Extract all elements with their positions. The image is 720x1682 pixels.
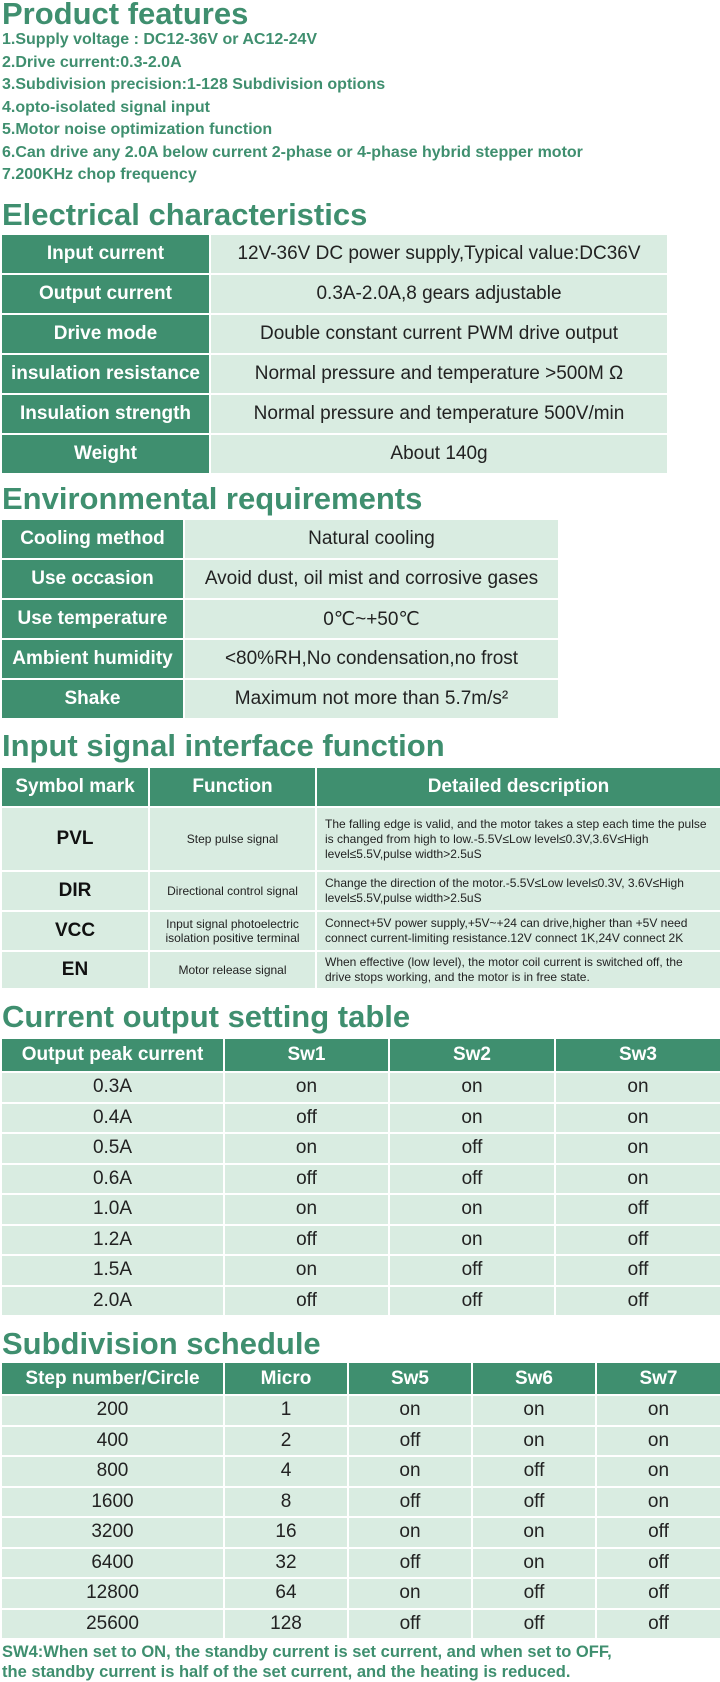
table-cell: off	[472, 1578, 596, 1609]
table-cell: off	[389, 1164, 555, 1195]
table-cell: on	[348, 1578, 472, 1609]
table-cell: 2	[224, 1426, 348, 1457]
column-header: Sw3	[555, 1038, 720, 1072]
table-cell: 0.5A	[1, 1133, 224, 1164]
feature-item: 1.Supply voltage : DC12-36V or AC12-24V	[2, 31, 318, 48]
table-row	[1, 599, 559, 639]
table-cell: on	[555, 1103, 720, 1134]
table-row	[1, 1286, 720, 1317]
table-cell: on	[348, 1456, 472, 1487]
row-value: <80%RH,No condensation,no frost	[184, 639, 559, 679]
table-cell: 2.0A	[1, 1286, 224, 1317]
table-cell: on	[472, 1548, 596, 1579]
table-cell: 3200	[1, 1517, 224, 1548]
function-cell: Input signal photoelectric isolation positive terminal	[149, 911, 316, 951]
table-row	[1, 1255, 720, 1286]
row-label: Input current	[1, 234, 210, 274]
row-value: 0.3A-2.0A,8 gears adjustable	[210, 274, 668, 314]
table-row	[1, 1609, 720, 1640]
row-value: Maximum not more than 5.7m/s²	[184, 679, 559, 719]
table-cell: off	[224, 1286, 389, 1317]
table-row	[1, 1456, 720, 1487]
table-cell: on	[224, 1194, 389, 1225]
table-cell: off	[348, 1548, 472, 1579]
table-row	[1, 234, 668, 274]
table-cell: off	[596, 1578, 720, 1609]
function-cell: Directional control signal	[149, 871, 316, 911]
table-cell: 128	[224, 1609, 348, 1640]
column-header: Sw2	[389, 1038, 555, 1072]
table-cell: on	[555, 1072, 720, 1103]
table-cell: on	[472, 1517, 596, 1548]
feature-item: 6.Can drive any 2.0A below current 2-phase or 4-phase hybrid stepper motor	[2, 143, 583, 161]
function-cell: Motor release signal	[149, 951, 316, 989]
feature-item: 7.200KHz chop frequency	[2, 166, 197, 183]
column-header: Sw7	[596, 1362, 720, 1395]
table-row	[1, 354, 668, 394]
current-setting-table	[0, 1037, 720, 1317]
table-cell: 1.0A	[1, 1194, 224, 1225]
table-cell: off	[389, 1286, 555, 1317]
table-row	[1, 679, 559, 719]
table-cell: on	[389, 1072, 555, 1103]
environmental-title: Environmental requirements	[2, 481, 423, 516]
sw4-note	[2, 1642, 612, 1682]
column-header: Output peak current	[1, 1038, 224, 1072]
column-header: Function	[149, 767, 316, 807]
table-cell: 800	[1, 1456, 224, 1487]
feature-item: 5.Motor noise optimization function	[2, 121, 273, 138]
table-cell: on	[596, 1426, 720, 1457]
row-label: insulation resistance	[1, 354, 210, 394]
row-value: Double constant current PWM drive output	[210, 314, 668, 354]
symbol-cell: EN	[1, 951, 149, 989]
electrical-table	[0, 233, 669, 475]
row-value: 12V-36V DC power supply,Typical value:DC36V	[210, 234, 668, 274]
table-cell: off	[472, 1456, 596, 1487]
table-cell: off	[472, 1609, 596, 1640]
note-line: SW4:When set to ON, the standby current is set current, and when set to OFF,	[2, 1643, 612, 1661]
table-cell: 64	[224, 1578, 348, 1609]
row-label: Weight	[1, 434, 210, 474]
table-cell: 400	[1, 1426, 224, 1457]
table-cell: off	[348, 1609, 472, 1640]
table-cell: 32	[224, 1548, 348, 1579]
table-cell: on	[348, 1517, 472, 1548]
environmental-table	[0, 518, 560, 720]
table-cell: on	[472, 1426, 596, 1457]
table-row	[1, 1225, 720, 1256]
feature-item: 3.Subdivision precision:1-128 Subdivision options	[2, 76, 386, 93]
table-header-row	[1, 1038, 720, 1072]
feature-list	[2, 29, 583, 187]
table-row	[1, 1194, 720, 1225]
table-cell: off	[348, 1426, 472, 1457]
table-row	[1, 434, 668, 474]
table-row	[1, 951, 720, 989]
table-cell: off	[472, 1487, 596, 1518]
row-label: Ambient humidity	[1, 639, 184, 679]
table-cell: on	[224, 1255, 389, 1286]
description-cell: Connect+5V power supply,+5V~+24 can drive,higher than +5V need connect current-limiting resistance.12V connect 1K,24V connect 2K	[316, 911, 720, 951]
symbol-cell: VCC	[1, 911, 149, 951]
table-cell: on	[596, 1456, 720, 1487]
table-row	[1, 1517, 720, 1548]
table-row	[1, 274, 668, 314]
table-cell: on	[224, 1072, 389, 1103]
row-label: Drive mode	[1, 314, 210, 354]
table-cell: 1	[224, 1395, 348, 1426]
table-cell: 1.2A	[1, 1225, 224, 1256]
column-header: Micro	[224, 1362, 348, 1395]
row-label: Shake	[1, 679, 184, 719]
table-cell: on	[224, 1133, 389, 1164]
feature-item: 2.Drive current:0.3-2.0A	[2, 53, 182, 71]
table-cell: off	[596, 1548, 720, 1579]
current-table-title: Current output setting table	[2, 999, 411, 1034]
row-value: Normal pressure and temperature 500V/min	[210, 394, 668, 434]
table-row	[1, 559, 559, 599]
table-row	[1, 1426, 720, 1457]
table-cell: off	[555, 1225, 720, 1256]
note-line: the standby current is half of the set current, and the heating is reduced.	[2, 1663, 571, 1681]
row-label: Insulation strength	[1, 394, 210, 434]
table-cell: off	[224, 1103, 389, 1134]
table-row	[1, 1133, 720, 1164]
table-cell: 0.6A	[1, 1164, 224, 1195]
table-row	[1, 394, 668, 434]
product-features-title: Product features	[2, 0, 249, 31]
table-cell: on	[389, 1103, 555, 1134]
table-row	[1, 807, 720, 871]
table-cell: off	[555, 1255, 720, 1286]
row-value: Normal pressure and temperature >500M Ω	[210, 354, 668, 394]
table-cell: on	[348, 1395, 472, 1426]
table-cell: on	[472, 1395, 596, 1426]
description-cell: When effective (low level), the motor coil current is switched off, the drive stops working, and the motor is in free state.	[316, 951, 720, 989]
table-cell: on	[555, 1133, 720, 1164]
symbol-cell: DIR	[1, 871, 149, 911]
table-cell: 1.5A	[1, 1255, 224, 1286]
table-row	[1, 1578, 720, 1609]
column-header: Step number/Circle	[1, 1362, 224, 1395]
table-row	[1, 1395, 720, 1426]
table-row	[1, 1164, 720, 1195]
input-signal-table	[0, 766, 720, 990]
table-cell: off	[596, 1517, 720, 1548]
table-cell: off	[389, 1133, 555, 1164]
table-cell: on	[389, 1194, 555, 1225]
table-cell: off	[348, 1487, 472, 1518]
table-cell: 200	[1, 1395, 224, 1426]
row-value: Natural cooling	[184, 519, 559, 559]
table-cell: 25600	[1, 1609, 224, 1640]
row-value: 0℃~+50℃	[184, 599, 559, 639]
table-cell: 0.4A	[1, 1103, 224, 1134]
table-header-row	[1, 1362, 720, 1395]
description-cell: Change the direction of the motor.-5.5V≤Low level≤0.3V, 3.6V≤High level≤5.5V,pulse width>2.5uS	[316, 871, 720, 911]
table-row	[1, 1072, 720, 1103]
row-label: Use temperature	[1, 599, 184, 639]
row-value: Avoid dust, oil mist and corrosive gases	[184, 559, 559, 599]
table-row	[1, 519, 559, 559]
column-header: Sw5	[348, 1362, 472, 1395]
input-signal-title: Input signal interface function	[2, 728, 445, 763]
table-cell: 0.3A	[1, 1072, 224, 1103]
table-cell: off	[596, 1609, 720, 1640]
table-cell: off	[224, 1164, 389, 1195]
table-header-row	[1, 767, 720, 807]
table-row	[1, 1487, 720, 1518]
table-cell: 12800	[1, 1578, 224, 1609]
table-cell: on	[555, 1164, 720, 1195]
feature-item: 4.opto-isolated signal input	[2, 98, 210, 116]
table-cell: on	[596, 1487, 720, 1518]
table-cell: off	[224, 1225, 389, 1256]
column-header: Symbol mark	[1, 767, 149, 807]
electrical-title: Electrical characteristics	[2, 197, 368, 232]
table-cell: off	[389, 1255, 555, 1286]
table-cell: off	[555, 1286, 720, 1317]
description-cell: The falling edge is valid, and the motor takes a step each time the pulse is changed from high to low.-5.5V≤Low level≤0.3V,3.6V≤High level≤5.5V,pulse width>2.5uS	[316, 807, 720, 871]
table-cell: off	[555, 1194, 720, 1225]
table-row	[1, 871, 720, 911]
table-cell: 16	[224, 1517, 348, 1548]
symbol-cell: PVL	[1, 807, 149, 871]
table-cell: 4	[224, 1456, 348, 1487]
table-row	[1, 639, 559, 679]
table-cell: 1600	[1, 1487, 224, 1518]
table-cell: 6400	[1, 1548, 224, 1579]
function-cell: Step pulse signal	[149, 807, 316, 871]
row-label: Output current	[1, 274, 210, 314]
subdivision-title: Subdivision schedule	[2, 1326, 321, 1361]
table-row	[1, 911, 720, 951]
column-header: Detailed description	[316, 767, 720, 807]
row-label: Use occasion	[1, 559, 184, 599]
table-cell: on	[596, 1395, 720, 1426]
table-cell: 8	[224, 1487, 348, 1518]
table-cell: on	[389, 1225, 555, 1256]
row-value: About 140g	[210, 434, 668, 474]
table-row	[1, 314, 668, 354]
column-header: Sw6	[472, 1362, 596, 1395]
table-row	[1, 1103, 720, 1134]
table-row	[1, 1548, 720, 1579]
subdivision-table	[0, 1361, 720, 1640]
column-header: Sw1	[224, 1038, 389, 1072]
row-label: Cooling method	[1, 519, 184, 559]
